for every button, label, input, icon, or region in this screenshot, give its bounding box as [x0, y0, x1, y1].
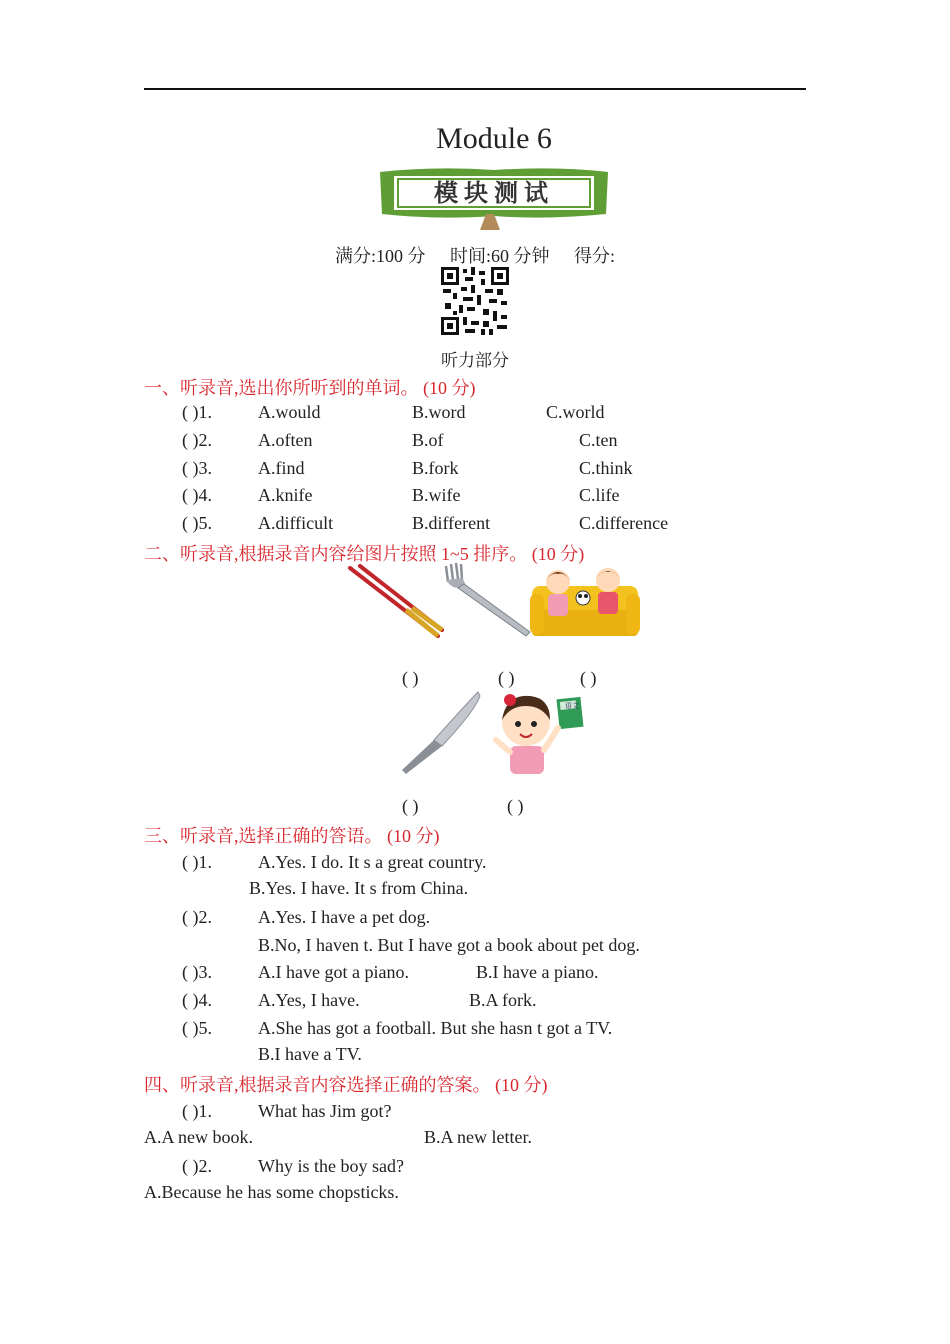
- s1-q4-b: B.wife: [412, 485, 461, 505]
- listening-label: 听力部分: [441, 351, 509, 370]
- s1-q2-num: ( )2.: [182, 430, 212, 450]
- s3-q5-num: ( )5.: [182, 1018, 212, 1038]
- s4-q1-b: B.A new letter.: [424, 1127, 532, 1147]
- s3-q1-num: ( )1.: [182, 852, 212, 872]
- chopsticks-image: [346, 564, 444, 642]
- s3-q2-b: B.No, I haven t. But I have got a book about pet dog.: [258, 935, 640, 955]
- s3-q4-num: ( )4.: [182, 990, 212, 1010]
- s3-q2-num: ( )2.: [182, 907, 212, 927]
- s1-q1-a: A.would: [258, 402, 321, 422]
- s1-q2-c: C.ten: [579, 430, 618, 450]
- s3-q3-b: B.I have a piano.: [476, 962, 599, 982]
- s4-q1-question: What has Jim got?: [258, 1101, 392, 1121]
- section-2-heading: 二、听录音,根据录音内容给图片按照 1~5 排序。 (10 分): [144, 544, 585, 564]
- full-score: 满分:100 分: [334, 246, 426, 266]
- s2-bracket-3: ( ): [580, 668, 597, 688]
- s1-q3-num: ( )3.: [182, 458, 212, 478]
- s1-q1-b: B.word: [412, 402, 466, 422]
- s3-q4-a: A.Yes, I have.: [258, 990, 360, 1010]
- book-label: 语文: [565, 702, 579, 710]
- module-test-banner: [376, 164, 612, 232]
- score-field: 得分:: [574, 246, 616, 266]
- s3-q2-a: A.Yes. I have a pet dog.: [258, 907, 431, 927]
- s1-q4-num: ( )4.: [182, 485, 212, 505]
- girl-with-book-image: [492, 690, 588, 774]
- fork-image: [440, 562, 532, 640]
- s1-q4-a: A.knife: [258, 485, 313, 505]
- s1-q5-b: B.different: [412, 513, 491, 533]
- s4-q2-question: Why is the boy sad?: [258, 1156, 404, 1176]
- s2-bracket-2: ( ): [498, 668, 515, 688]
- section-3-heading: 三、听录音,选择正确的答语。 (10 分): [144, 826, 440, 846]
- s1-q5-num: ( )5.: [182, 513, 212, 533]
- s1-q5-c: C.difference: [579, 513, 669, 533]
- s3-q4-b: B.A fork.: [469, 990, 537, 1010]
- page-title: Module 6: [436, 122, 552, 155]
- top-rule: [144, 88, 806, 90]
- s2-bracket-5: ( ): [507, 796, 524, 816]
- s3-q1-b: B.Yes. I have. It s from China.: [249, 878, 469, 898]
- s1-q2-a: A.often: [258, 430, 313, 450]
- banner-text: 模块测试: [434, 179, 554, 207]
- s1-q1-num: ( )1.: [182, 402, 212, 422]
- s3-q3-num: ( )3.: [182, 962, 212, 982]
- s4-q2-num: ( )2.: [182, 1156, 212, 1176]
- s1-q2-b: B.of: [412, 430, 444, 450]
- knife-image: [398, 690, 482, 774]
- s3-q5-a: A.She has got a football. But she hasn t got a TV.: [258, 1018, 613, 1038]
- time-limit: 时间:60 分钟: [449, 246, 550, 266]
- s2-bracket-1: ( ): [402, 668, 419, 688]
- s3-q5-b: B.I have a TV.: [258, 1044, 362, 1064]
- s3-q1-a: A.Yes. I do. It s a great country.: [258, 852, 487, 872]
- s4-q2-a: A.Because he has some chopsticks.: [144, 1182, 399, 1202]
- s1-q5-a: A.difficult: [258, 513, 334, 533]
- s1-q1-c: C.world: [546, 402, 605, 422]
- qr-code: [441, 267, 509, 335]
- section-4-heading: 四、听录音,根据录音内容选择正确的答案。 (10 分): [144, 1075, 548, 1095]
- s1-q3-a: A.find: [258, 458, 305, 478]
- s3-q3-a: A.I have got a piano.: [258, 962, 409, 982]
- s1-q3-c: C.think: [579, 458, 633, 478]
- kids-on-sofa-image: [530, 564, 640, 640]
- exam-meta: [0, 242, 950, 268]
- s1-q3-b: B.fork: [412, 458, 459, 478]
- section-1-heading: 一、听录音,选出你所听到的单词。 (10 分): [144, 378, 476, 398]
- s4-q1-num: ( )1.: [182, 1101, 212, 1121]
- s1-q4-c: C.life: [579, 485, 620, 505]
- s2-bracket-4: ( ): [402, 796, 419, 816]
- s4-q1-a: A.A new book.: [144, 1127, 253, 1147]
